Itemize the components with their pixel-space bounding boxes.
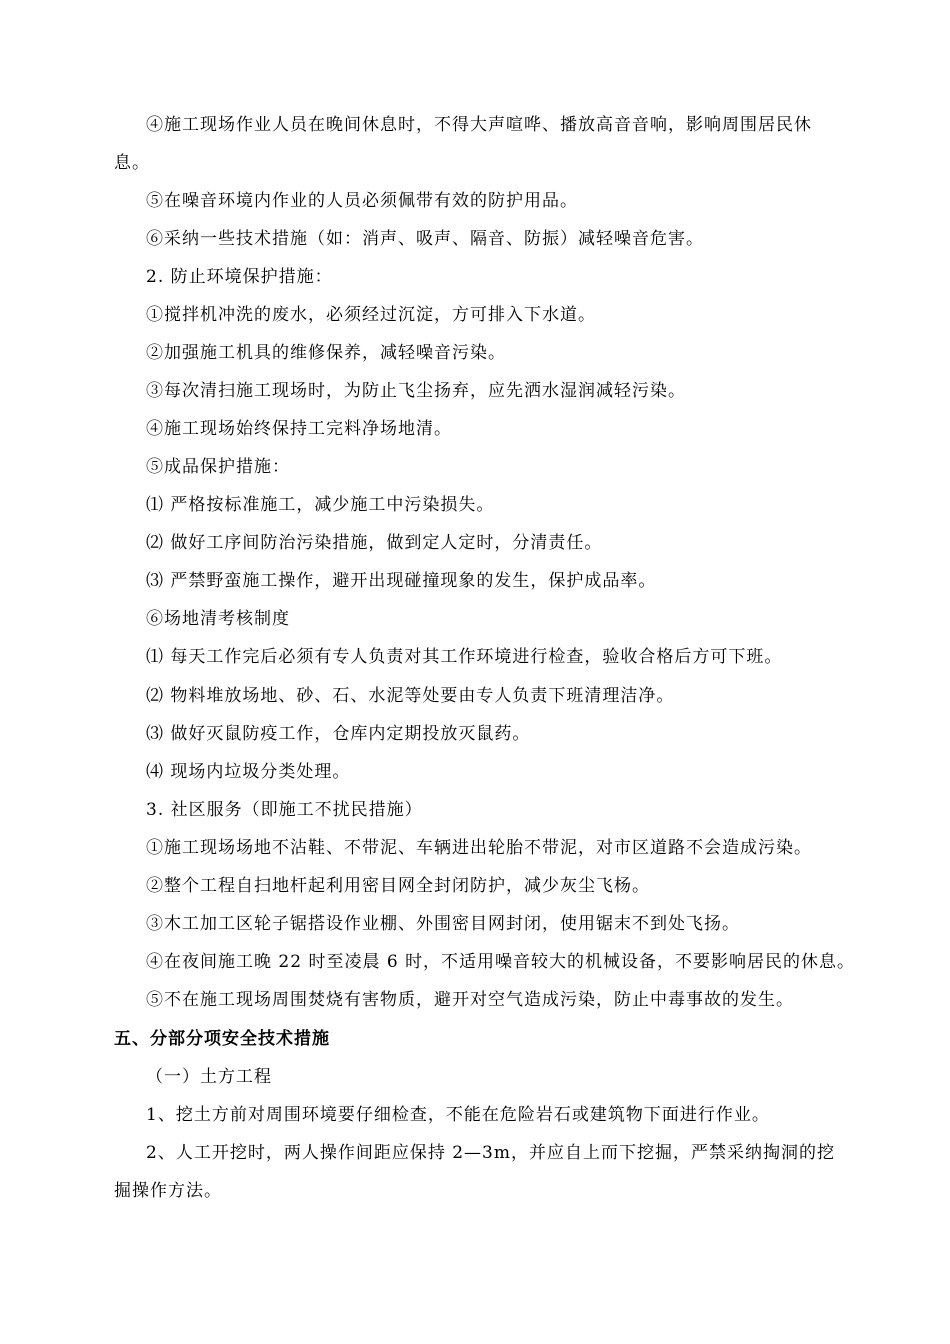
paragraph-line: ⑥场地清考核制度 <box>146 609 290 629</box>
paragraph-line: ③每次清扫施工现场时，为防止飞尘扬弃，应先洒水湿润减轻污染。 <box>146 381 686 401</box>
paragraph-line: ⑶ 严禁野蛮施工操作，避开出现碰撞现象的发生，保护成品率。 <box>146 571 657 591</box>
paragraph-line: ①搅拌机冲洗的废水，必须经过沉淀，方可排入下水道。 <box>146 305 596 325</box>
paragraph-line: ①施工现场场地不沾鞋、不带泥、车辆进出轮胎不带泥，对市区道路不会造成污染。 <box>146 838 812 858</box>
paragraph-line: ⑵ 做好工序间防治污染措施，做到定人定时，分清责任。 <box>146 533 603 553</box>
paragraph-line: ⑷ 现场内垃圾分类处理。 <box>146 762 351 782</box>
paragraph-line: ⑴ 每天工作完后必须有专人负责对其工作环境进行检查，验收合格后方可下班。 <box>146 647 783 667</box>
subsection-heading: （一）土方工程 <box>146 1067 272 1087</box>
paragraph-line: 2. 防止环境保护措施： <box>146 267 333 287</box>
paragraph-line: ⑤成品保护措施： <box>146 457 290 477</box>
paragraph-line: 1、挖土方前对周围环境要仔细检查，不能在危险岩石或建筑物下面进行作业。 <box>146 1105 770 1125</box>
paragraph-line: ②加强施工机具的维修保养，减轻噪音污染。 <box>146 343 506 363</box>
paragraph-line: ③木工加工区轮子锯搭设作业棚、外围密目网封闭，使用锯末不到处飞扬。 <box>146 914 740 934</box>
paragraph-line: ⑶ 做好灭鼠防疫工作，仓库内定期投放灭鼠药。 <box>146 724 531 744</box>
paragraph-line: ④施工现场始终保持工完料净场地清。 <box>146 419 452 439</box>
paragraph-line: ⑤不在施工现场周围焚烧有害物质，避开对空气造成污染，防止中毒事故的发生。 <box>146 990 794 1010</box>
paragraph-line: 2、人工开挖时，两人操作间距应保持 2—3m，并应自上而下挖掘，严禁采纳掏洞的挖 <box>146 1143 835 1163</box>
paragraph-line: ②整个工程自扫地杆起利用密目网全封闭防护，减少灰尘飞杨。 <box>146 876 650 896</box>
section-heading: 五、分部分项安全技术措施 <box>114 1029 330 1049</box>
paragraph-line: 息。 <box>114 153 150 173</box>
paragraph-line: 掘操作方法。 <box>114 1181 222 1201</box>
paragraph-line: ⑴ 严格按标准施工，减少施工中污染损失。 <box>146 495 495 515</box>
paragraph-line: ⑤在噪音环境内作业的人员必须佩带有效的防护用品。 <box>146 191 578 211</box>
paragraph-line: ⑵ 物料堆放场地、砂、石、水泥等处要由专人负责下班清理洁净。 <box>146 686 675 706</box>
paragraph-line: 3. 社区服务（即施工不扰民措施） <box>146 800 423 820</box>
paragraph-line: ⑥采纳一些技术措施（如：消声、吸声、隔音、防振）减轻噪音危害。 <box>146 229 704 249</box>
paragraph-line: ④施工现场作业人员在晚间休息时，不得大声喧哗、播放高音音响，影响周围居民休 <box>146 115 812 135</box>
paragraph-line: ④在夜间施工晚 22 时至凌晨 6 时，不适用噪音较大的机械设备，不要影响居民的休息。 <box>146 952 856 972</box>
